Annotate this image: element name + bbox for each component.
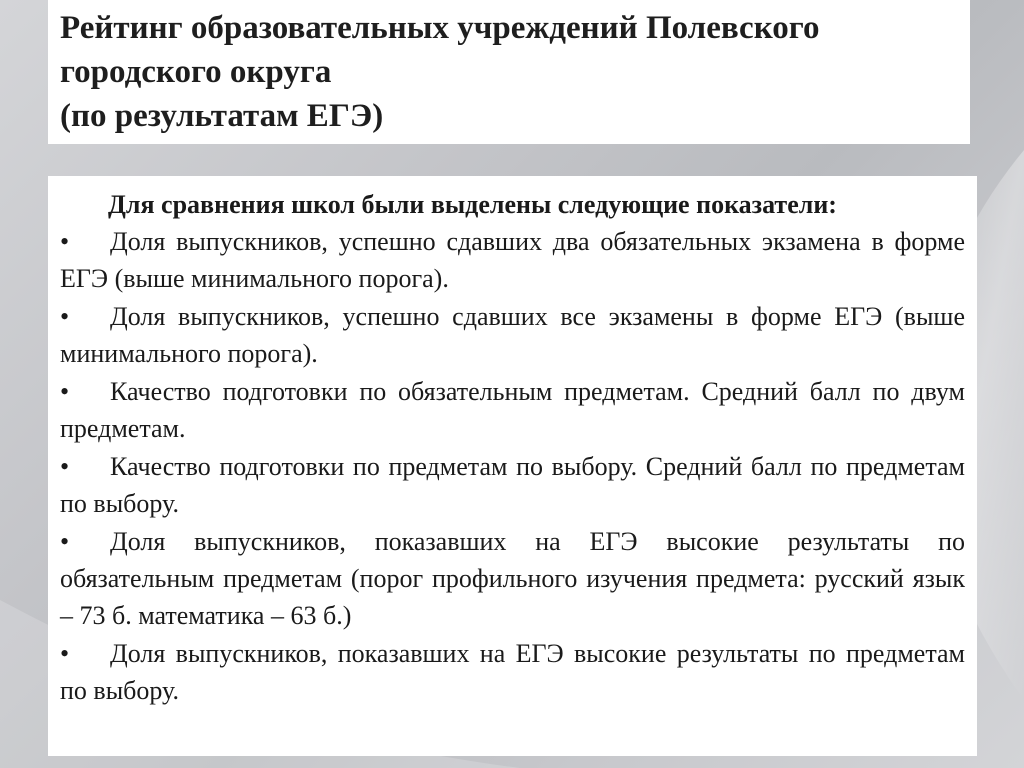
list-item <box>60 298 965 372</box>
list-item <box>60 373 965 447</box>
bullet-icon: • <box>60 302 70 331</box>
list-item-text: Качество подготовки по обязательным предметам. Средний балл по двум предметам. <box>60 377 965 443</box>
page-title-line-1: Рейтинг образовательных учреждений Полевского <box>60 10 820 46</box>
page-title-line-2: городского округа <box>60 54 332 90</box>
intro-paragraph: Для сравнения школ были выделены следующие показатели: <box>108 190 837 219</box>
bullet-icon: • <box>60 527 70 556</box>
list-item-text: Доля выпускников, успешно сдавших все экзамены в форме ЕГЭ (выше минимального порога). <box>60 302 965 368</box>
bullet-icon: • <box>60 452 70 481</box>
content-panel <box>48 176 977 756</box>
list-item <box>60 448 965 522</box>
bullet-icon: • <box>60 377 70 406</box>
list-item-text: Качество подготовки по предметам по выбору. Средний балл по предметам по выбору. <box>60 452 965 518</box>
indicator-list <box>60 223 965 709</box>
bullet-icon: • <box>60 227 70 256</box>
list-item-text: Доля выпускников, показавших на ЕГЭ высокие результаты по обязательным предметам (порог профильного изучения предмета: русский язык – 73 б. математика – 63 б.) <box>60 527 965 630</box>
list-item-text: Доля выпускников, показавших на ЕГЭ высокие результаты по предметам по выбору. <box>60 639 965 705</box>
list-item <box>60 223 965 297</box>
list-item-text: Доля выпускников, успешно сдавших два обязательных экзамена в форме ЕГЭ (выше минимального порога). <box>60 227 965 293</box>
bullet-icon: • <box>60 639 70 668</box>
list-item <box>60 523 965 634</box>
page-title-line-3: (по результатам ЕГЭ) <box>60 98 384 134</box>
list-item <box>60 635 965 709</box>
title-panel <box>48 0 970 144</box>
